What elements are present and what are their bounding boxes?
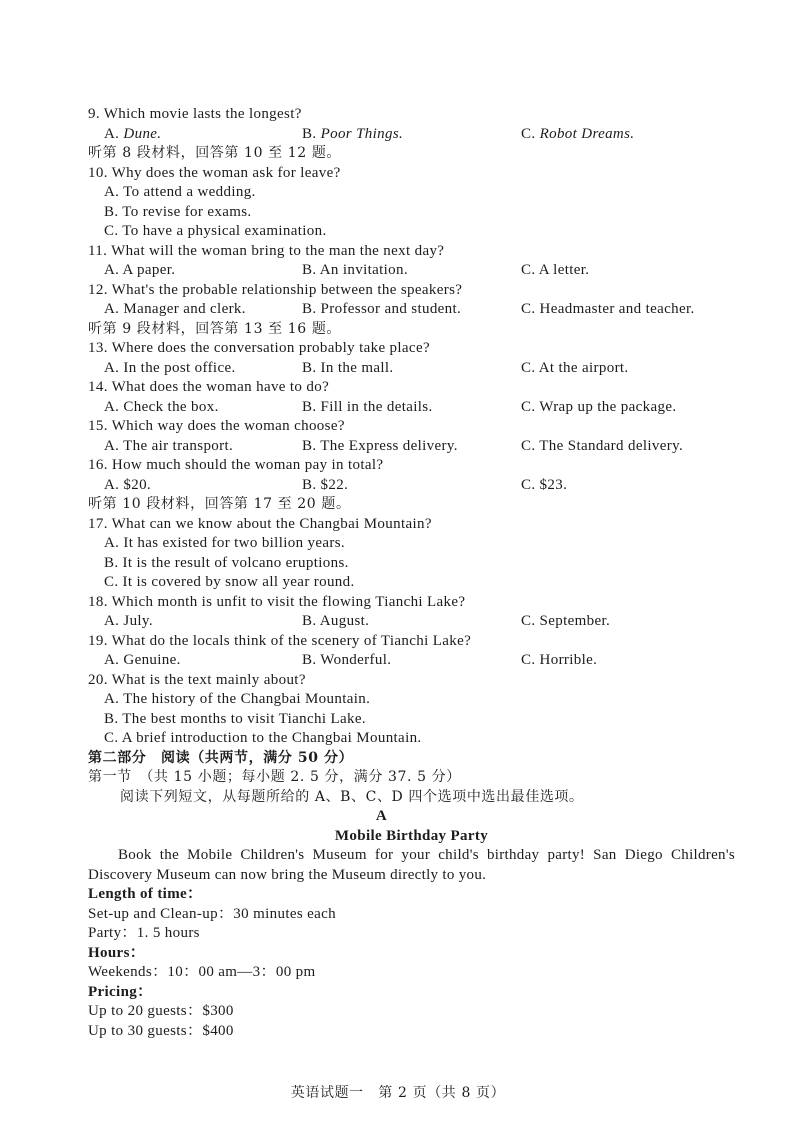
option-text: Robot Dreams. [539,125,635,142]
question-9-options [88,125,748,145]
question-15-option-a: A. The air transport. [104,437,234,454]
passage-intro-line-1: Book the Mobile Children's Museum for your child's birthday party! San Diego Children's [118,847,735,863]
question-13-option-b: B. In the mall. [302,359,394,376]
question-17-option-b: B. It is the result of volcano eruptions. [104,554,349,571]
price-20-guests: Up to 20 guests：$300 [88,1003,234,1019]
question-19-options [88,651,748,671]
question-10-option-c: C. To have a physical examination. [104,223,327,239]
listening-instruction-8: 听第 8 段材料，回答第 10 至 12 题。 [88,145,342,161]
question-15-options [88,437,748,457]
question-12-stem: 12. What's the probable relationship between the speakers? [88,281,463,298]
question-10-option-a: A. To attend a wedding. [104,184,256,200]
question-12-option-b: B. Professor and student. [302,301,462,317]
page-footer: 英语试题一 第 2 页（共 8 页） [290,1085,506,1101]
question-11-options [88,261,748,281]
question-14-option-b: B. Fill in the details. [302,398,433,415]
question-15-option-c: C. The Standard delivery. [521,437,684,454]
listening-instruction-10: 听第 10 段材料，回答第 17 至 20 题。 [88,496,351,512]
question-19-option-c: C. Horrible. [521,652,598,668]
question-16-option-b: B. $22. [302,476,349,493]
question-13-option-a: A. In the post office. [104,359,236,376]
question-13-options [88,359,748,379]
passage-title: Mobile Birthday Party [334,827,489,844]
question-18-option-b: B. August. [302,613,370,629]
pricing-heading: Pricing： [88,983,153,1000]
price-30-guests: Up to 30 guests：$400 [88,1022,234,1039]
question-11-option-a: A. A paper. [104,262,176,278]
question-16-stem: 16. How much should the woman pay in total? [88,457,384,473]
question-11-option-b: B. An invitation. [302,262,408,278]
option-label: B. [302,125,317,142]
question-20-option-a: A. The history of the Changbai Mountain. [104,691,371,707]
option-text: Dune. [123,125,162,142]
question-14-options [88,398,748,418]
exam-page [88,105,748,1041]
passage-label-text: A [375,808,388,824]
question-18-option-a: A. July. [104,613,153,629]
question-14-stem: 14. What does the woman have to do? [88,379,330,395]
length-heading: Length of time： [88,886,203,902]
question-10-option-b: B. To revise for exams. [104,203,252,220]
question-19-option-b: B. Wonderful. [302,652,392,668]
reading-directions: 阅读下列短文，从每题所给的 A、B、C、D 四个选项中选出最佳选项。 [120,788,584,805]
question-16-options [88,476,748,496]
party-duration: Party：1. 5 hours [88,925,200,941]
question-13-option-c: C. At the airport. [521,359,629,376]
question-17-option-a: A. It has existed for two billion years. [104,535,346,551]
passage-label [88,807,735,827]
reading-section-title: 第一节 （共 15 小题；每小题 2. 5 分，满分 37. 5 分） [88,769,461,785]
setup-cleanup-time: Set-up and Clean-up：30 minutes each [88,905,337,922]
question-18-options [88,612,748,632]
question-20-option-b: B. The best months to visit Tianchi Lake. [104,710,366,727]
question-9-option-b [302,125,403,145]
question-13-stem: 13. Where does the conversation probably take place? [88,340,430,356]
question-11-stem: 11. What will the woman bring to the man the next day? [88,242,445,259]
question-20-option-c: C. A brief introduction to the Changbai Mountain. [104,730,422,746]
weekend-hours: Weekends：10：00 am—3：00 pm [88,964,316,980]
question-18-option-c: C. September. [521,613,611,629]
question-9-stem: 9. Which movie lasts the longest? [88,106,302,122]
reading-part-title: 第二部分 阅读（共两节，满分 50 分） [88,749,354,766]
question-16-option-a: A. $20. [104,476,152,493]
question-12-options [88,300,748,320]
question-9-option-c [521,125,634,145]
question-20-stem: 20. What is the text mainly about? [88,671,306,688]
question-17-option-c: C. It is covered by snow all year round. [104,574,355,590]
question-19-stem: 19. What do the locals think of the scenery of Tianchi Lake? [88,632,472,649]
option-label: A. [104,125,120,142]
question-14-option-a: A. Check the box. [104,398,219,415]
passage-intro-line-2: Discovery Museum can now bring the Museum directly to you. [88,866,487,883]
question-9-option-a [104,125,161,145]
question-16-option-c: C. $23. [521,476,568,493]
question-19-option-a: A. Genuine. [104,652,181,668]
question-11-option-c: C. A letter. [521,262,590,278]
option-text: Poor Things. [320,125,404,142]
question-12-option-c: C. Headmaster and teacher. [521,301,695,317]
question-17-stem: 17. What can we know about the Changbai Mountain? [88,515,432,532]
hours-heading: Hours： [88,944,146,961]
option-label: C. [521,125,536,142]
question-18-stem: 18. Which month is unfit to visit the flowing Tianchi Lake? [88,593,466,610]
question-15-option-b: B. The Express delivery. [302,437,458,454]
listening-instruction-9: 听第 9 段材料，回答第 13 至 16 题。 [88,320,342,337]
question-10-stem: 10. Why does the woman ask for leave? [88,164,341,181]
question-15-stem: 15. Which way does the woman choose? [88,418,345,434]
question-12-option-a: A. Manager and clerk. [104,301,246,317]
question-14-option-c: C. Wrap up the package. [521,398,677,415]
